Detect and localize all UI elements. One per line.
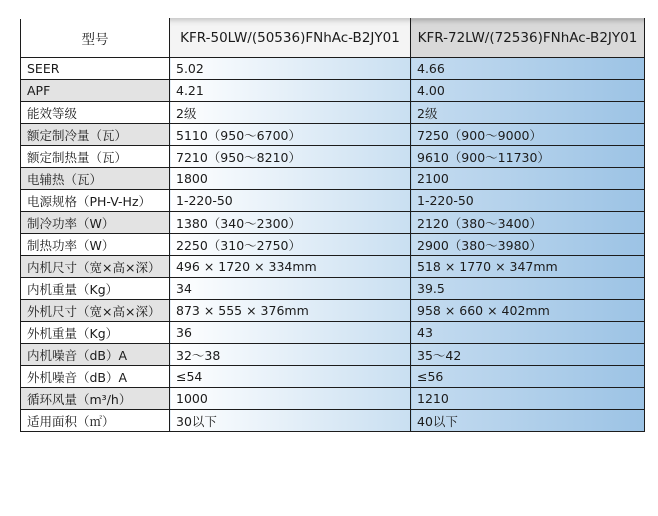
row-label: 额定制冷量（瓦）	[21, 124, 170, 146]
table-row	[21, 234, 645, 256]
table-row	[21, 80, 645, 102]
value-72lw: 4.66	[411, 58, 645, 80]
row-label: 电源规格（PH-V-Hz）	[21, 190, 170, 212]
row-label: 外机尺寸（宽×高×深）	[21, 300, 170, 322]
value-50lw: 7210（950～8210）	[170, 146, 411, 168]
value-50lw: 34	[170, 278, 411, 300]
table-row	[21, 58, 645, 80]
value-72lw: 1-220-50	[411, 190, 645, 212]
row-label: 内机噪音（dB）A	[21, 344, 170, 366]
value-50lw: 4.21	[170, 80, 411, 102]
table-row	[21, 124, 645, 146]
value-72lw: 958 × 660 × 402mm	[411, 300, 645, 322]
row-label: APF	[21, 80, 170, 102]
value-50lw: 30以下	[170, 410, 411, 432]
value-50lw: 2250（310～2750）	[170, 234, 411, 256]
row-label: 制热功率（W）	[21, 234, 170, 256]
table-header-row	[21, 19, 645, 58]
table-row	[21, 168, 645, 190]
value-50lw: 1380（340～2300）	[170, 212, 411, 234]
value-72lw: 2120（380～3400）	[411, 212, 645, 234]
header-model-72lw: KFR-72LW/(72536)FNhAc-B2JY01	[411, 19, 645, 58]
row-label: 循环风量（m³/h）	[21, 388, 170, 410]
value-50lw: 1000	[170, 388, 411, 410]
row-label: 额定制热量（瓦）	[21, 146, 170, 168]
table-row	[21, 388, 645, 410]
table-row	[21, 300, 645, 322]
value-72lw: 7250（900～9000）	[411, 124, 645, 146]
value-50lw: ≤54	[170, 366, 411, 388]
value-50lw: 1800	[170, 168, 411, 190]
table-row	[21, 212, 645, 234]
table-row	[21, 322, 645, 344]
value-50lw: 873 × 555 × 376mm	[170, 300, 411, 322]
table-row	[21, 278, 645, 300]
value-72lw: 1210	[411, 388, 645, 410]
value-72lw: 2100	[411, 168, 645, 190]
value-72lw: 518 × 1770 × 347mm	[411, 256, 645, 278]
value-72lw: 2900（380～3980）	[411, 234, 645, 256]
table-row	[21, 344, 645, 366]
table-row	[21, 256, 645, 278]
value-72lw: 43	[411, 322, 645, 344]
header-model-50lw: KFR-50LW/(50536)FNhAc-B2JY01	[170, 19, 411, 58]
row-label: 能效等级	[21, 102, 170, 124]
value-50lw: 2级	[170, 102, 411, 124]
table-row	[21, 146, 645, 168]
spec-table-container	[20, 18, 645, 432]
table-row	[21, 410, 645, 432]
value-50lw: 5110（950～6700）	[170, 124, 411, 146]
value-72lw: 39.5	[411, 278, 645, 300]
value-72lw: ≤56	[411, 366, 645, 388]
value-50lw: 32～38	[170, 344, 411, 366]
row-label: 适用面积（㎡）	[21, 410, 170, 432]
header-model-label: 型号	[21, 19, 170, 58]
value-50lw: 1-220-50	[170, 190, 411, 212]
value-72lw: 35～42	[411, 344, 645, 366]
table-row	[21, 190, 645, 212]
value-72lw: 2级	[411, 102, 645, 124]
value-72lw: 9610（900～11730）	[411, 146, 645, 168]
value-72lw: 40以下	[411, 410, 645, 432]
row-label: 电辅热（瓦）	[21, 168, 170, 190]
spec-comparison-table	[20, 18, 645, 432]
row-label: 制冷功率（W）	[21, 212, 170, 234]
table-row	[21, 366, 645, 388]
value-50lw: 5.02	[170, 58, 411, 80]
row-label: 外机重量（Kg）	[21, 322, 170, 344]
row-label: 内机尺寸（宽×高×深）	[21, 256, 170, 278]
value-50lw: 496 × 1720 × 334mm	[170, 256, 411, 278]
table-row	[21, 102, 645, 124]
value-72lw: 4.00	[411, 80, 645, 102]
row-label: SEER	[21, 58, 170, 80]
row-label: 内机重量（Kg）	[21, 278, 170, 300]
value-50lw: 36	[170, 322, 411, 344]
row-label: 外机噪音（dB）A	[21, 366, 170, 388]
